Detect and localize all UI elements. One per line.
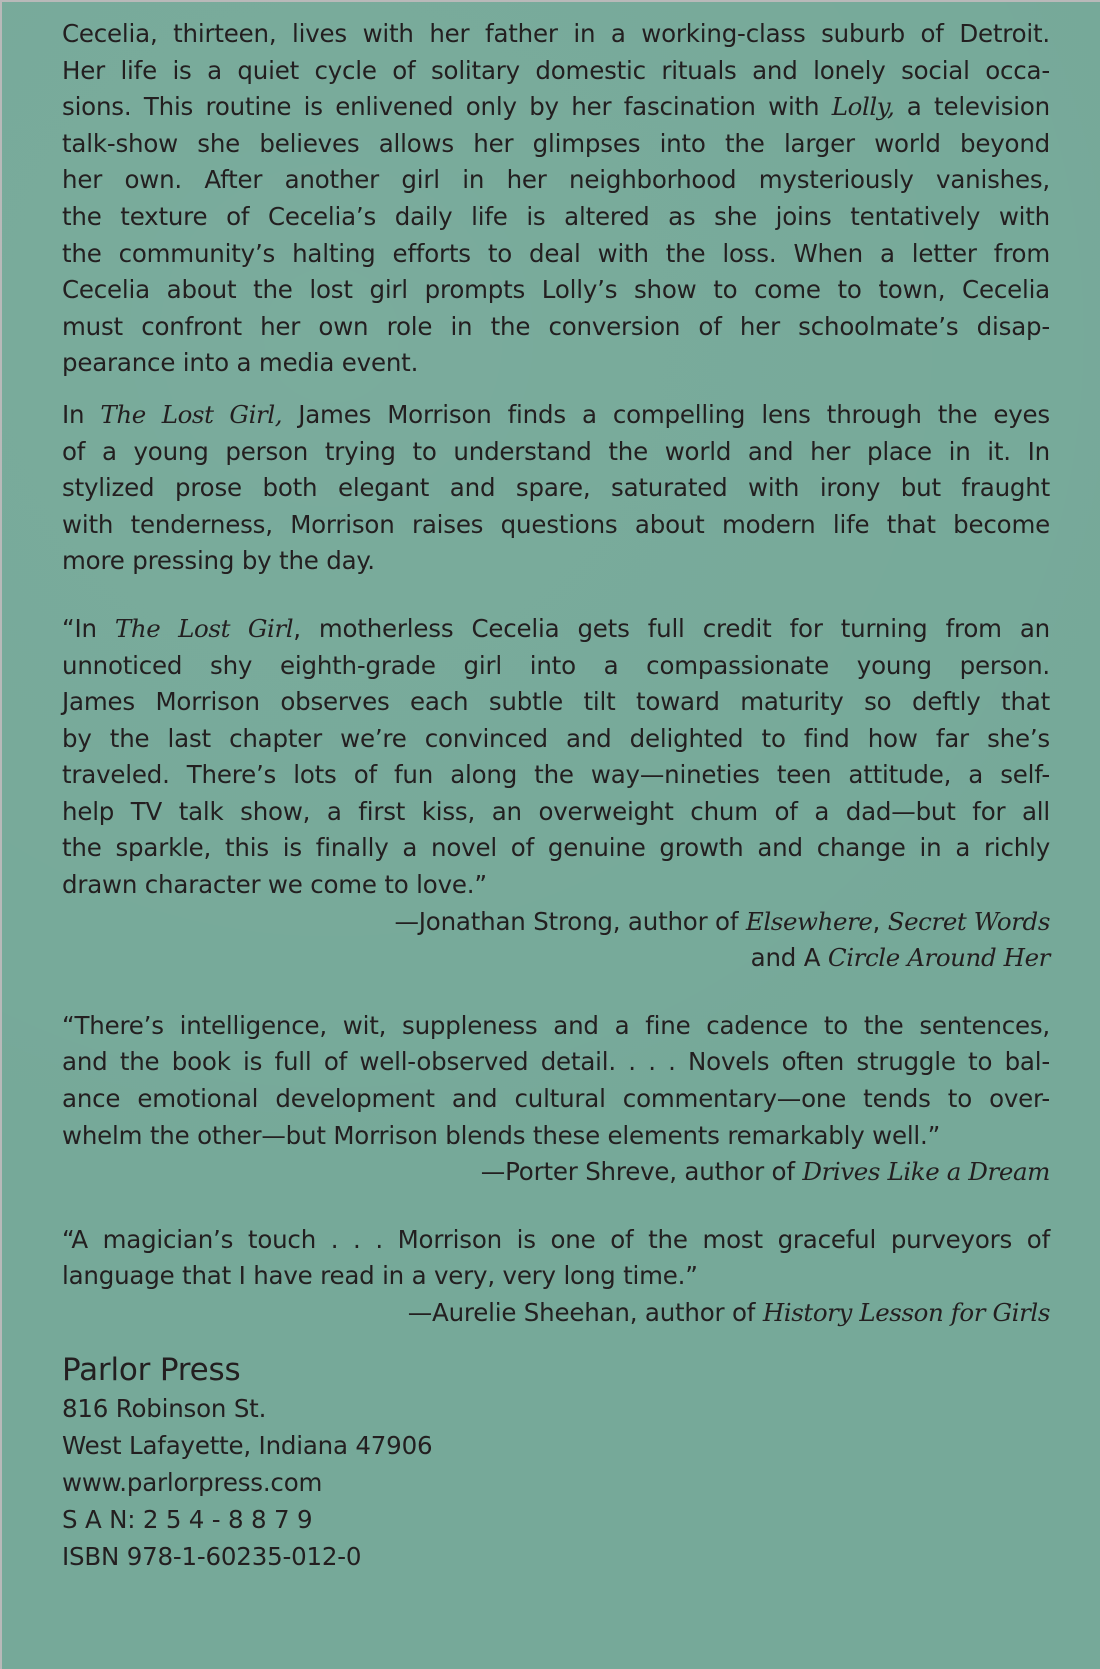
blurb-porter-shreve (62, 1008, 1050, 1191)
publisher-info (62, 1350, 1050, 1575)
text-line: the community’s halting efforts to deal with the loss. When a letter from (62, 238, 1050, 268)
blurb-attribution (62, 904, 1050, 977)
text-line: with tenderness, Morrison raises questions about modern life that become (62, 509, 1050, 539)
text-line: more pressing by the day. (62, 546, 375, 576)
text-line: stylized prose both elegant and spare, saturated with irony but fraught (62, 473, 1050, 503)
text-line: the sparkle, this is finally a novel of genuine growth and change in a richly (62, 833, 1050, 863)
text-line: “In The Lost Girl, motherless Cecelia gets full credit for turning from an (62, 613, 1050, 643)
publisher-website: www.parlorpress.com (62, 1467, 323, 1497)
italic-title: Elsewhere (745, 906, 873, 936)
text-line: pearance into a media event. (62, 348, 419, 378)
publisher-san: S A N: 2 5 4 - 8 8 7 9 (62, 1504, 313, 1534)
text-line: Her life is a quiet cycle of solitary domestic rituals and lonely social occa- (62, 55, 1050, 85)
text-line: must confront her own role in the conversion of her schoolmate’s disap- (62, 311, 1050, 341)
text-line: the texture of Cecelia’s daily life is altered as she joins tentatively with (62, 201, 1050, 231)
blurb-quote (62, 1222, 1050, 1295)
text-line: of a young person trying to understand the world and her place in it. In (62, 436, 1050, 466)
spacer (62, 1206, 1050, 1222)
text-line: ance emotional development and cultural commentary—one tends to over- (62, 1084, 1050, 1114)
text-line: James Morrison observes each subtle tilt toward maturity so deftly that (62, 687, 1050, 717)
text-line: and the book is full of well-observed detail. . . . Novels often struggle to bal- (62, 1047, 1050, 1077)
cover-text-block (62, 16, 1050, 1575)
text-line: whelm the other—but Morrison blends these elements remarkably well.” (62, 1120, 941, 1150)
text-line: and A Circle Around Her (750, 943, 1050, 973)
blurb-quote (62, 611, 1050, 904)
text-line: —Porter Shreve, author of Drives Like a Dream (480, 1157, 1050, 1187)
description-paragraph (62, 397, 1050, 580)
text-line: help TV talk show, a first kiss, an overweight chum of a dad—but for all (62, 796, 1050, 826)
italic-title: History Lesson for Girls (762, 1298, 1050, 1327)
blurb-attribution (62, 1295, 1050, 1332)
synopsis-paragraph (62, 16, 1050, 382)
italic-title: Drives Like a Dream (802, 1157, 1050, 1187)
italic-title: The Lost Girl (114, 613, 294, 643)
text-line: language that I have read in a very, very long time.” (62, 1261, 698, 1291)
blurb-jonathan-strong (62, 611, 1050, 977)
text-line: her own. After another girl in her neighborhood mysteriously vanishes, (62, 165, 1050, 195)
text-line: sions. This routine is enlivened only by her fascination with Lolly, a television (62, 92, 1050, 122)
text-line: In The Lost Girl, James Morrison finds a compelling lens through the eyes (62, 399, 1050, 429)
italic-title: Lolly, (831, 92, 895, 122)
text-line: talk-show she believes allows her glimpses into the larger world beyond (62, 128, 1050, 158)
blurb-aurelie-sheehan (62, 1222, 1050, 1332)
blurb-quote (62, 1008, 1050, 1154)
blurb-attribution (62, 1154, 1050, 1191)
text-line: —Jonathan Strong, author of Elsewhere, Secret Words (394, 906, 1050, 936)
publisher-street: 816 Robinson St. (62, 1393, 267, 1423)
text-line: traveled. There’s lots of fun along the way—nineties teen attitude, a self- (62, 760, 1050, 790)
italic-title: Circle Around Her (827, 943, 1050, 973)
text-line: “A magician’s touch . . . Morrison is one of the most graceful purveyors of (62, 1224, 1050, 1254)
italic-title: Secret Words (887, 906, 1050, 936)
spacer (62, 595, 1050, 611)
isbn: ISBN 978-1-60235-012-0 (62, 1541, 362, 1571)
text-line: —Aurelie Sheehan, author of History Lesson for Girls (407, 1298, 1050, 1327)
text-line: Cecelia about the lost girl prompts Lolly’s show to come to town, Cecelia (62, 275, 1050, 305)
text-line: drawn character we come to love.” (62, 870, 487, 900)
text-line: Cecelia, thirteen, lives with her father in a working-class suburb of Detroit. (62, 19, 1050, 48)
text-line: unnoticed shy eighth-grade girl into a compassionate young person. (62, 650, 1050, 680)
publisher-city: West Lafayette, Indiana 47906 (62, 1430, 433, 1460)
italic-title: The Lost Girl, (100, 399, 283, 429)
text-line: by the last chapter we’re convinced and delighted to find how far she’s (62, 723, 1050, 753)
publisher-name: Parlor Press (62, 1351, 241, 1388)
text-line: “There’s intelligence, wit, suppleness and a fine cadence to the sentences, (62, 1010, 1050, 1040)
spacer (62, 992, 1050, 1008)
